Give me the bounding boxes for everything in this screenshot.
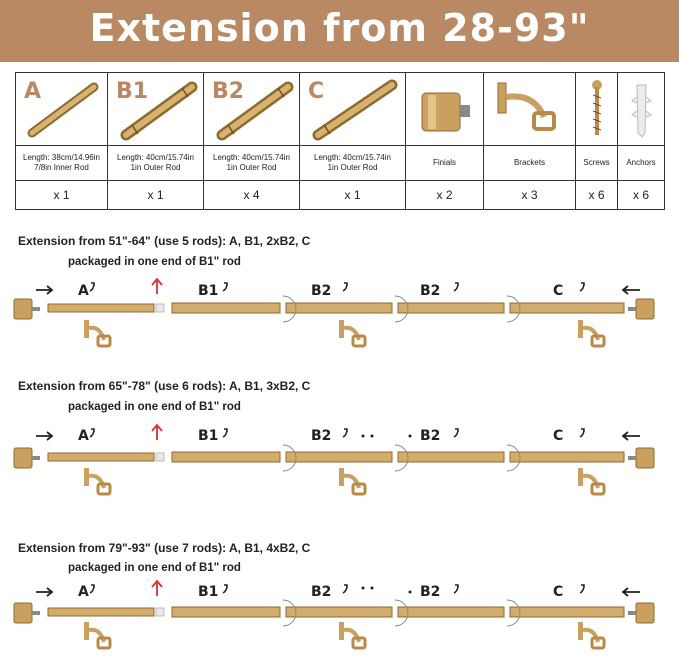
bracket-icon: [484, 73, 576, 145]
part-desc: Length: 40cm/15.74in 1in Outer Rod: [204, 146, 300, 181]
finial-icon: [14, 299, 32, 319]
part-desc: Screws: [576, 146, 618, 181]
parts-image-row: [16, 73, 665, 146]
rod-c: [510, 303, 624, 313]
bracket-icon: [578, 468, 604, 494]
section-title: Extension from 79"-93" (use 7 rods): A, B1, 4xB2, C: [18, 541, 311, 555]
turn-arrow-icon: [454, 283, 458, 291]
part-cell-finials: [406, 73, 484, 146]
arrow-right-icon: [36, 432, 52, 440]
rod-b2: [286, 607, 392, 617]
turn-arrow-icon: [454, 585, 458, 593]
rod-label-b1: B1: [198, 584, 219, 600]
parts-description-row: [16, 146, 665, 181]
rod-label-b2: B2: [311, 584, 332, 600]
header-banner: [0, 0, 679, 62]
finial-icon: [14, 448, 32, 468]
rod-label-c: C: [553, 283, 564, 299]
turn-arrow-icon: [343, 429, 347, 437]
red-up-arrow-icon: [152, 581, 162, 596]
rod-b1: [172, 303, 280, 313]
arrow-left-icon: [623, 432, 640, 440]
parts-table: [15, 72, 665, 210]
outer-rod-icon: [204, 73, 300, 145]
screw-icon: [576, 73, 618, 145]
part-qty: x 6: [576, 181, 618, 210]
rod-label-b2: B2: [420, 428, 441, 444]
rod-label-b1: B1: [198, 283, 219, 299]
rod-a: [48, 608, 154, 616]
part-desc: Anchors: [618, 146, 665, 181]
rod-label-c: C: [553, 428, 564, 444]
part-cell-b1: [108, 73, 204, 146]
red-up-arrow-icon: [152, 425, 162, 440]
bracket-icon: [578, 622, 604, 648]
part-qty: x 1: [108, 181, 204, 210]
section-subtitle: packaged in one end of B1" rod: [68, 401, 241, 413]
rod-label-b1: B1: [198, 428, 219, 444]
rod-label-a: A: [78, 428, 89, 444]
arrow-right-icon: [36, 286, 52, 294]
part-letter: A: [24, 79, 42, 104]
part-letter: C: [308, 79, 325, 104]
rod-b2: [398, 452, 504, 462]
section-subtitle: packaged in one end of B1" rod: [68, 562, 241, 574]
section-title: Extension from 65"-78" (use 6 rods): A, B1, 3xB2, C: [18, 379, 311, 393]
turn-arrow-icon: [343, 585, 347, 593]
finial-icon: [14, 603, 32, 623]
rod-label-a: A: [78, 283, 89, 299]
rod-b1: [172, 607, 280, 617]
part-qty: x 1: [16, 181, 108, 210]
inner-rod-icon: [16, 73, 108, 145]
part-desc: Length: 38cm/14.96in 7/8in Inner Rod: [16, 146, 108, 181]
part-desc: Brackets: [484, 146, 576, 181]
turn-arrow-icon: [343, 283, 347, 291]
red-up-arrow-icon: [152, 279, 162, 294]
part-qty: x 1: [300, 181, 406, 210]
rod-c: [510, 452, 624, 462]
rod-label-b2: B2: [311, 283, 332, 299]
rod-label-b2: B2: [420, 584, 441, 600]
part-letter: B1: [116, 79, 149, 104]
part-cell-a: [16, 73, 108, 146]
part-cell-c: [300, 73, 406, 146]
bracket-icon: [339, 468, 365, 494]
part-cell-anchors: [618, 73, 665, 146]
rod-b2: [286, 303, 392, 313]
rod-label-c: C: [553, 584, 564, 600]
assembly-diagram: [0, 418, 679, 508]
turn-arrow-icon: [454, 429, 458, 437]
turn-arrow-icon: [90, 429, 94, 437]
bracket-icon: [84, 622, 110, 648]
part-cell-b2: [204, 73, 300, 146]
rod-label-a: A: [78, 584, 89, 600]
rod-b2: [398, 607, 504, 617]
turn-arrow-icon: [90, 283, 94, 291]
part-qty: x 2: [406, 181, 484, 210]
assembly-diagram: [0, 574, 679, 662]
part-qty: x 3: [484, 181, 576, 210]
assembly-diagram: [0, 272, 679, 362]
finial-icon: [636, 448, 654, 468]
turn-arrow-icon: [580, 585, 584, 593]
part-cell-brackets: [484, 73, 576, 146]
part-qty: x 6: [618, 181, 665, 210]
outer-rod-icon: [300, 73, 406, 145]
part-desc: Length: 40cm/15.74in 1in Outer Rod: [108, 146, 204, 181]
part-desc: Finials: [406, 146, 484, 181]
part-desc: Length: 40cm/15.74in 1in Outer Rod: [300, 146, 406, 181]
rod-b1: [172, 452, 280, 462]
finial-icon: [406, 73, 484, 145]
bracket-icon: [84, 320, 110, 346]
bracket-icon: [578, 320, 604, 346]
turn-arrow-icon: [223, 283, 227, 291]
page-title: Extension from 28-93": [89, 6, 590, 50]
section-subtitle: packaged in one end of B1" rod: [68, 256, 241, 268]
parts-quantity-row: [16, 181, 665, 210]
rod-a: [48, 304, 154, 312]
turn-arrow-icon: [90, 585, 94, 593]
turn-arrow-icon: [223, 429, 227, 437]
rod-label-b2: B2: [420, 283, 441, 299]
turn-arrow-icon: [580, 283, 584, 291]
bracket-icon: [339, 320, 365, 346]
anchor-icon: [618, 73, 665, 145]
outer-rod-icon: [108, 73, 204, 145]
part-qty: x 4: [204, 181, 300, 210]
rod-a: [48, 453, 154, 461]
rod-label-b2: B2: [311, 428, 332, 444]
finial-icon: [636, 299, 654, 319]
part-letter: B2: [212, 79, 245, 104]
rod-b2: [398, 303, 504, 313]
section-title: Extension from 51"-64" (use 5 rods): A, B1, 2xB2, C: [18, 234, 311, 248]
arrow-right-icon: [36, 588, 52, 596]
turn-arrow-icon: [580, 429, 584, 437]
bracket-icon: [339, 622, 365, 648]
arrow-left-icon: [623, 286, 640, 294]
arrow-left-icon: [623, 588, 640, 596]
part-cell-screws: [576, 73, 618, 146]
turn-arrow-icon: [223, 585, 227, 593]
rod-b2: [286, 452, 392, 462]
rod-c: [510, 607, 624, 617]
bracket-icon: [84, 468, 110, 494]
finial-icon: [636, 603, 654, 623]
